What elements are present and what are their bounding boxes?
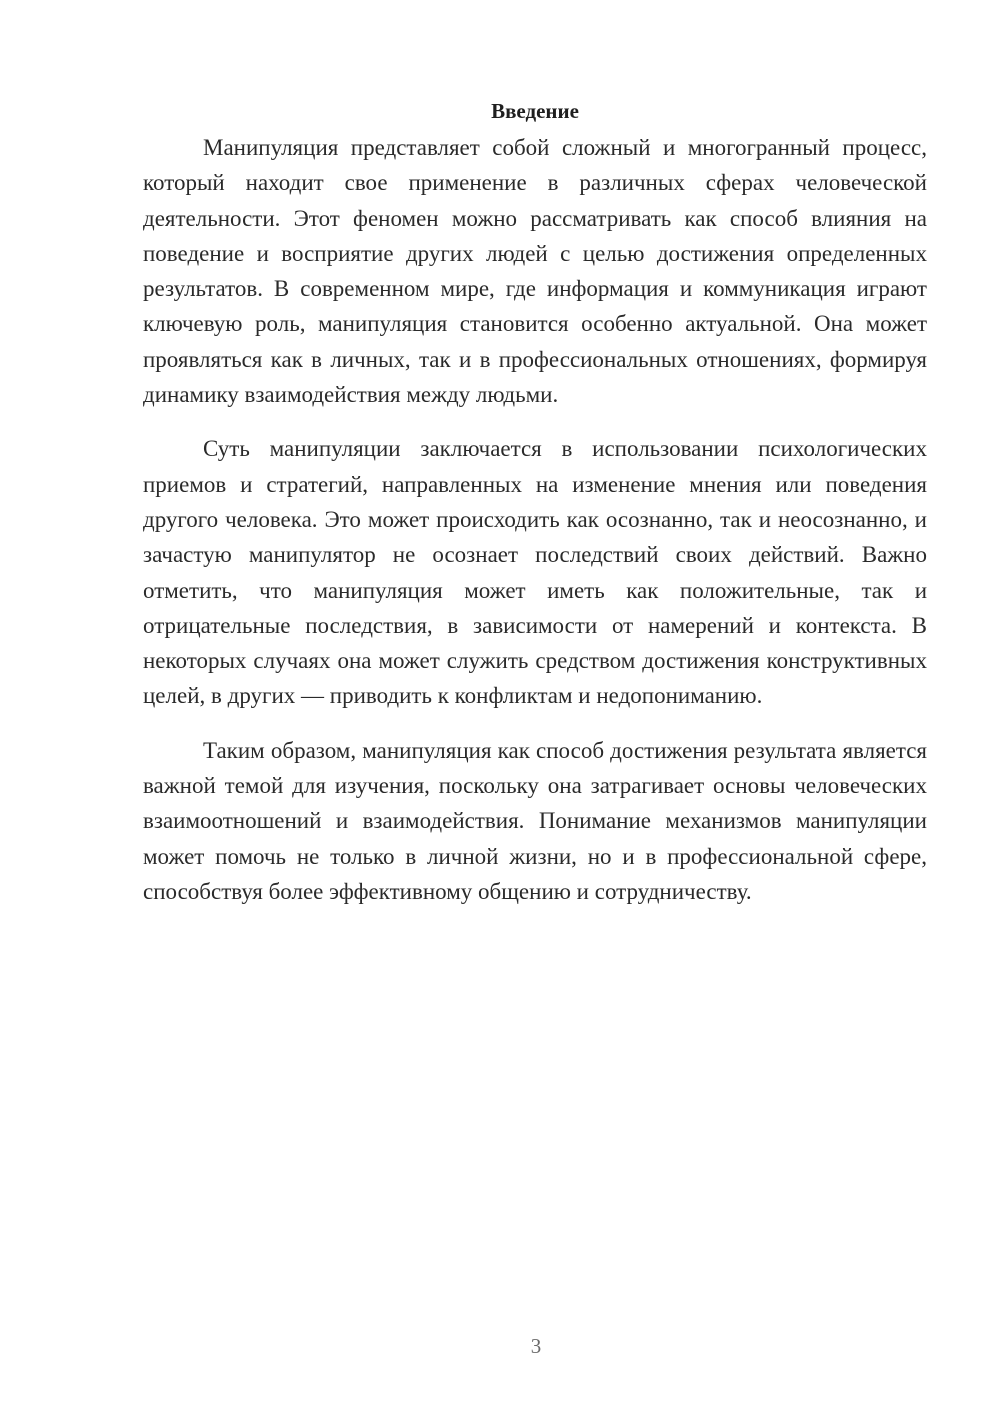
paragraph-3: Таким образом, манипуляция как способ достижения результата является важной темой для изучения, поскольку она затрагивает основы человеческих взаимоотношений и взаимодействия. Понимание механизмов манипуляции может помочь не только в личной жизни, но и в профессиональной сфере, способствуя более эффективному общению и сотрудничеству.	[143, 737, 927, 904]
section-title: Введение	[491, 99, 579, 123]
page-number: 3	[530, 1334, 542, 1358]
paragraph-1: Манипуляция представляет собой сложный и многогранный процесс, который находит свое применение в различных сферах человеческой деятельности. Этот феномен можно рассматривать как способ влияния на поведение и восприятие других людей с целью достижения определенных результатов. В современном мире, где информация и коммуникация играют ключевую роль, манипуляция становится особенно актуальной. Она может проявляться как в личных, так и в профессиональных отношениях, формируя динамику взаимодействия между людьми.	[143, 135, 927, 408]
page-content	[143, 96, 927, 909]
paragraph-2: Суть манипуляции заключается в использовании психологических приемов и стратегий, направленных на изменение мнения или поведения другого человека. Это может происходить как осознанно, так и неосознанно, и зачастую манипулятор не осознает последствий своих действий. Важно отметить, что манипуляция может иметь как положительные, так и отрицательные последствия, в зависимости от намерений и контекста. В некоторых случаях она может служить средством достижения конструктивных целей, в других — приводить к конфликтам и недопониманию.	[143, 436, 927, 709]
